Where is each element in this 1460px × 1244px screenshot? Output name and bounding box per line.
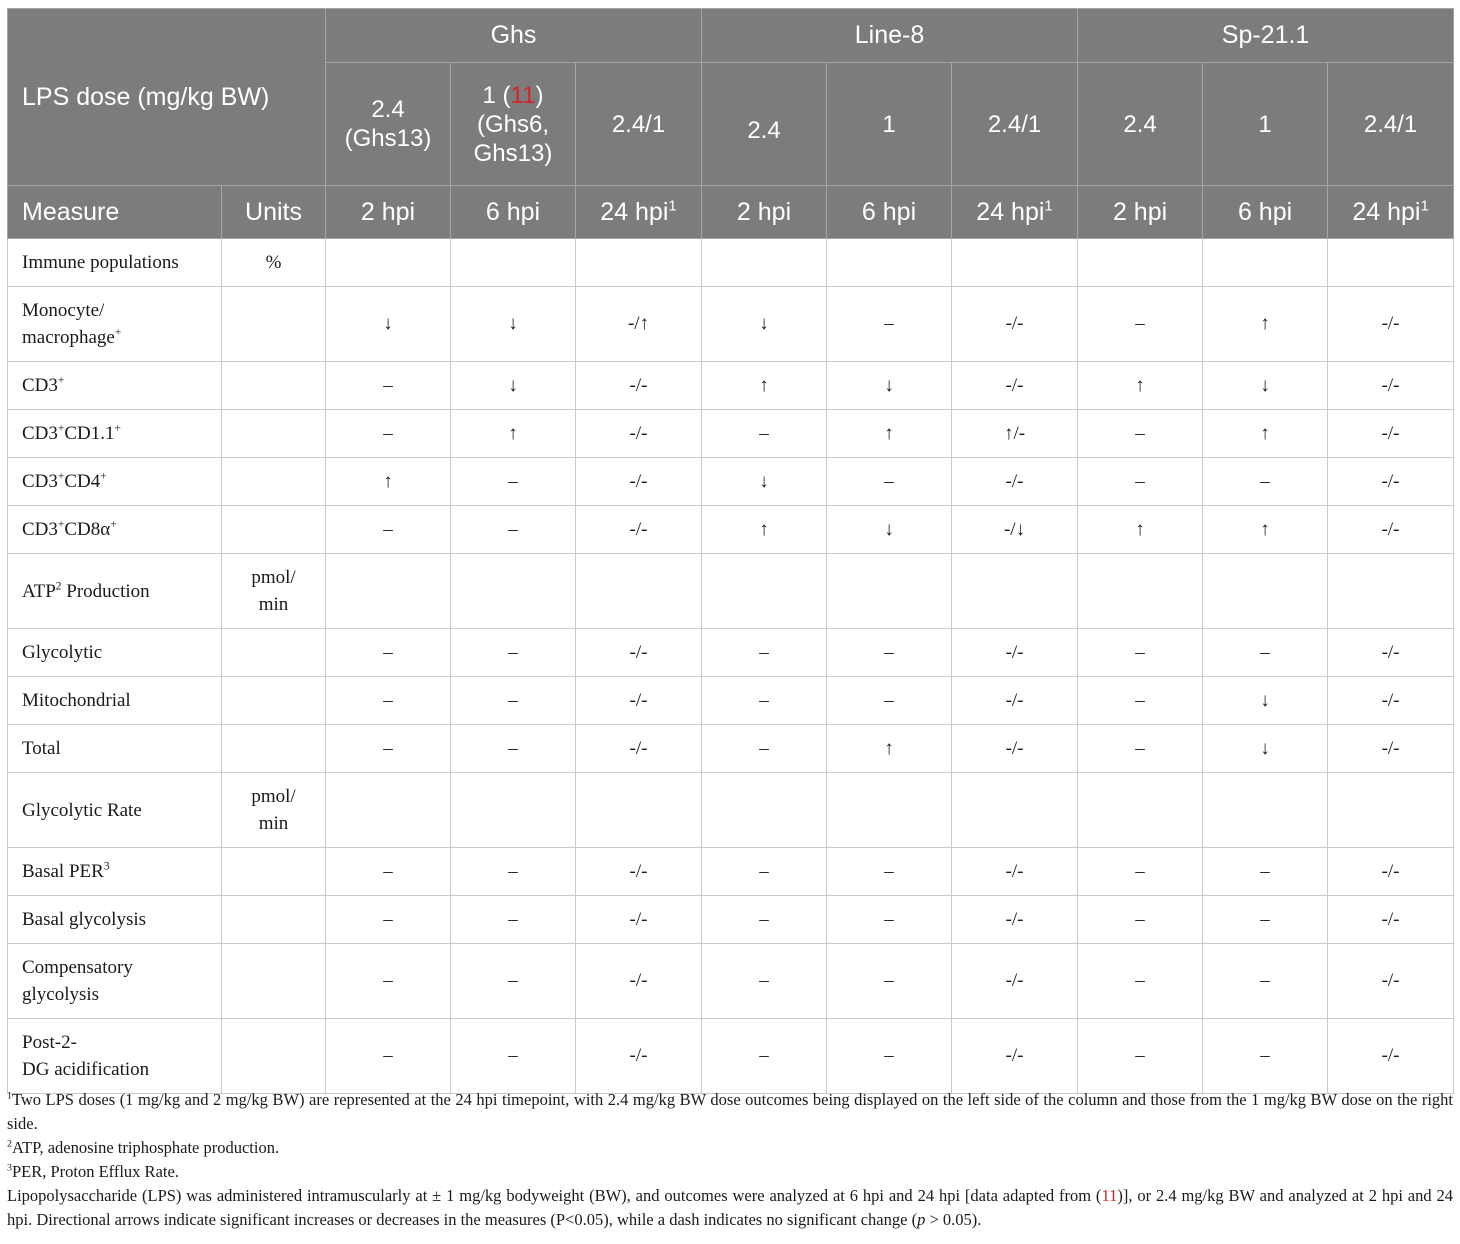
result-cell: –: [1078, 677, 1203, 725]
result-cell: ↓: [1203, 362, 1328, 410]
table-row: [8, 506, 1454, 554]
units-column-header: Units: [222, 186, 326, 239]
result-cell: ↓: [827, 506, 952, 554]
result-cell: –: [1203, 848, 1328, 896]
results-table: [7, 8, 1454, 1094]
table-caption-note: Lipopolysaccharide (LPS) was administered intramuscularly at ± 1 mg/kg bodyweight (BW), and outcomes were analyzed at 6 hpi and 24 hpi [data adapted from (11)], or 2.4 mg/kg BW and analyzed at 2 hpi and 24 hpi. Directional arrows indicate significant increases or decreases in the measures (P<0.05), while a dash indicates no significant change (p > 0.05).: [7, 1186, 1454, 1229]
measure-cell: CD3+CD4+: [8, 458, 222, 506]
result-cell: ↓: [702, 287, 827, 362]
dose-sp-2-4: 2.4: [1078, 63, 1203, 186]
measure-cell: Monocyte/ macrophage+: [8, 287, 222, 362]
result-cell: –: [451, 725, 576, 773]
table-row: [8, 362, 1454, 410]
result-cell: –: [702, 848, 827, 896]
result-cell: -/-: [576, 677, 702, 725]
result-cell: –: [1078, 725, 1203, 773]
result-cell: [451, 554, 576, 629]
dose-line8-2-4: 2.4: [702, 63, 827, 186]
table-header: [8, 9, 1454, 239]
result-cell: -/↓: [952, 506, 1078, 554]
units-cell: %: [222, 239, 326, 287]
result-cell: -/-: [952, 896, 1078, 944]
result-cell: [1203, 239, 1328, 287]
result-cell: –: [1203, 896, 1328, 944]
table-row: [8, 458, 1454, 506]
result-cell: -/-: [952, 848, 1078, 896]
result-cell: –: [1203, 458, 1328, 506]
result-cell: -/-: [952, 629, 1078, 677]
measure-cell: Basal PER$^3$: [8, 848, 222, 896]
result-cell: -/-: [1328, 458, 1454, 506]
result-cell: –: [326, 848, 451, 896]
result-cell: -/-: [1328, 848, 1454, 896]
table-body: [8, 239, 1454, 1094]
result-cell: [1078, 554, 1203, 629]
result-cell: ↓: [451, 287, 576, 362]
group-sp-21-1: Sp-21.1: [1078, 9, 1454, 63]
measure-cell: Total: [8, 725, 222, 773]
result-cell: -/-: [576, 458, 702, 506]
result-cell: [702, 554, 827, 629]
dose-line8-2-4-1: 2.4/1: [952, 63, 1078, 186]
units-cell: pmol/ min: [222, 554, 326, 629]
result-cell: -/-: [576, 848, 702, 896]
units-cell: [222, 1019, 326, 1094]
dose-ghs-1: 1 (11) (Ghs6, Ghs13): [451, 63, 576, 186]
result-cell: ↓: [827, 362, 952, 410]
result-cell: [1203, 773, 1328, 848]
result-cell: -/-: [1328, 944, 1454, 1019]
timepoint-header: 2 hpi: [702, 186, 827, 239]
citation-ref-11[interactable]: 11: [510, 81, 536, 109]
measure-cell: ATP$^2$ Production: [8, 554, 222, 629]
result-cell: -/-: [1328, 629, 1454, 677]
table-row: [8, 896, 1454, 944]
units-cell: [222, 896, 326, 944]
result-cell: ↑: [1078, 362, 1203, 410]
result-cell: -/↑: [576, 287, 702, 362]
timepoint-header: 2 hpi: [326, 186, 451, 239]
measure-cell: Glycolytic Rate: [8, 773, 222, 848]
result-cell: ↑: [1203, 410, 1328, 458]
footnote-2: $^2$ATP, adenosine triphosphate production.: [7, 1138, 280, 1157]
result-cell: –: [702, 410, 827, 458]
result-cell: -/-: [1328, 677, 1454, 725]
timepoint-header: 24 hpi$^1$: [952, 186, 1078, 239]
dose-ghs-2-4-1: 2.4/1: [576, 63, 702, 186]
result-cell: [576, 239, 702, 287]
units-cell: [222, 287, 326, 362]
result-cell: -/-: [576, 362, 702, 410]
result-cell: –: [326, 725, 451, 773]
result-cell: [451, 773, 576, 848]
result-cell: –: [451, 896, 576, 944]
measure-cell: CD3+: [8, 362, 222, 410]
result-cell: [451, 239, 576, 287]
result-cell: [827, 239, 952, 287]
timepoint-header: 6 hpi: [451, 186, 576, 239]
units-cell: [222, 629, 326, 677]
result-cell: ↑: [1203, 287, 1328, 362]
result-cell: ↑: [451, 410, 576, 458]
table-row: [8, 944, 1454, 1019]
result-cell: –: [702, 725, 827, 773]
result-cell: –: [1203, 1019, 1328, 1094]
result-cell: –: [451, 458, 576, 506]
result-cell: –: [1078, 287, 1203, 362]
timepoint-header: 2 hpi: [1078, 186, 1203, 239]
units-cell: [222, 506, 326, 554]
result-cell: [952, 239, 1078, 287]
result-cell: –: [451, 1019, 576, 1094]
result-cell: ↑/-: [952, 410, 1078, 458]
result-cell: –: [1078, 410, 1203, 458]
measure-cell: Glycolytic: [8, 629, 222, 677]
timepoint-header: 6 hpi: [827, 186, 952, 239]
result-cell: -/-: [576, 410, 702, 458]
result-cell: –: [1203, 629, 1328, 677]
dose-sp-1: 1: [1203, 63, 1328, 186]
units-cell: [222, 410, 326, 458]
result-cell: –: [326, 677, 451, 725]
footnote-3: $^3$PER, Proton Efflux Rate.: [7, 1162, 179, 1181]
result-cell: -/-: [576, 629, 702, 677]
result-cell: –: [827, 458, 952, 506]
result-cell: -/-: [952, 1019, 1078, 1094]
result-cell: -/-: [576, 725, 702, 773]
result-cell: ↑: [702, 362, 827, 410]
result-cell: ↑: [1078, 506, 1203, 554]
result-cell: –: [1078, 848, 1203, 896]
result-cell: ↑: [702, 506, 827, 554]
table-row: [8, 848, 1454, 896]
units-cell: [222, 848, 326, 896]
result-cell: ↓: [702, 458, 827, 506]
result-cell: -/-: [576, 1019, 702, 1094]
result-cell: –: [702, 896, 827, 944]
group-ghs: Ghs: [326, 9, 702, 63]
table-row: [8, 1019, 1454, 1094]
table-row: [8, 410, 1454, 458]
timepoint-header: 6 hpi: [1203, 186, 1328, 239]
results-table-container: [7, 8, 1453, 1094]
units-cell: [222, 944, 326, 1019]
result-cell: ↓: [1203, 725, 1328, 773]
result-cell: [326, 773, 451, 848]
result-cell: [326, 239, 451, 287]
measure-cell: Basal glycolysis: [8, 896, 222, 944]
result-cell: [326, 554, 451, 629]
table-row: [8, 239, 1454, 287]
table-row: [8, 725, 1454, 773]
result-cell: –: [827, 677, 952, 725]
result-cell: -/-: [952, 362, 1078, 410]
result-cell: [1328, 773, 1454, 848]
result-cell: -/-: [1328, 362, 1454, 410]
result-cell: ↑: [827, 725, 952, 773]
result-cell: [576, 773, 702, 848]
dose-line8-1: 1: [827, 63, 952, 186]
table-row: [8, 677, 1454, 725]
citation-ref-11[interactable]: 11: [1101, 1186, 1118, 1205]
result-cell: [702, 239, 827, 287]
result-cell: -/-: [1328, 410, 1454, 458]
result-cell: –: [827, 848, 952, 896]
table-row: [8, 629, 1454, 677]
result-cell: [1078, 773, 1203, 848]
result-cell: –: [1203, 944, 1328, 1019]
footnote-1: $^1$Two LPS doses (1 mg/kg and 2 mg/kg BW) are represented at the 24 hpi timepoint, with 2.4 mg/kg BW dose outcomes being displayed on the left side of the column and those from the 1 mg/kg BW dose on the right side.: [7, 1090, 1453, 1133]
units-cell: [222, 458, 326, 506]
result-cell: –: [451, 944, 576, 1019]
result-cell: [827, 554, 952, 629]
result-cell: [1203, 554, 1328, 629]
result-cell: -/-: [1328, 896, 1454, 944]
measure-cell: Mitochondrial: [8, 677, 222, 725]
result-cell: [702, 773, 827, 848]
dose-ghs-2-4: 2.4 (Ghs13): [326, 63, 451, 186]
result-cell: -/-: [952, 458, 1078, 506]
result-cell: –: [702, 677, 827, 725]
result-cell: -/-: [1328, 506, 1454, 554]
result-cell: –: [326, 362, 451, 410]
result-cell: ↑: [827, 410, 952, 458]
result-cell: -/-: [576, 944, 702, 1019]
result-cell: –: [827, 944, 952, 1019]
result-cell: [827, 773, 952, 848]
lps-dose-label: LPS dose (mg/kg BW): [8, 9, 326, 186]
result-cell: –: [326, 506, 451, 554]
measure-cell: Compensatory glycolysis: [8, 944, 222, 1019]
result-cell: –: [326, 1019, 451, 1094]
result-cell: –: [827, 896, 952, 944]
result-cell: –: [326, 629, 451, 677]
timepoint-header: 24 hpi$^1$: [576, 186, 702, 239]
result-cell: -/-: [952, 677, 1078, 725]
group-line-8: Line-8: [702, 9, 1078, 63]
table-row: [8, 287, 1454, 362]
result-cell: -/-: [576, 506, 702, 554]
result-cell: ↓: [1203, 677, 1328, 725]
result-cell: -/-: [576, 896, 702, 944]
table-row: [8, 554, 1454, 629]
timepoint-header: 24 hpi$^1$: [1328, 186, 1454, 239]
result-cell: -/-: [1328, 1019, 1454, 1094]
result-cell: ↑: [1203, 506, 1328, 554]
result-cell: [1078, 239, 1203, 287]
result-cell: –: [1078, 1019, 1203, 1094]
result-cell: [576, 554, 702, 629]
table-footnotes: [7, 1088, 1453, 1232]
result-cell: –: [326, 944, 451, 1019]
result-cell: ↓: [326, 287, 451, 362]
units-cell: [222, 677, 326, 725]
result-cell: –: [1078, 458, 1203, 506]
result-cell: –: [1078, 896, 1203, 944]
result-cell: –: [326, 410, 451, 458]
result-cell: -/-: [952, 287, 1078, 362]
result-cell: -/-: [1328, 287, 1454, 362]
measure-cell: Immune populations: [8, 239, 222, 287]
result-cell: [1328, 239, 1454, 287]
measure-column-header: Measure: [8, 186, 222, 239]
result-cell: -/-: [952, 944, 1078, 1019]
result-cell: –: [451, 629, 576, 677]
result-cell: -/-: [952, 725, 1078, 773]
result-cell: –: [702, 1019, 827, 1094]
result-cell: –: [1078, 629, 1203, 677]
result-cell: –: [451, 848, 576, 896]
result-cell: –: [451, 677, 576, 725]
result-cell: –: [827, 629, 952, 677]
result-cell: –: [827, 1019, 952, 1094]
result-cell: –: [702, 944, 827, 1019]
result-cell: ↑: [326, 458, 451, 506]
result-cell: –: [827, 287, 952, 362]
result-cell: ↓: [451, 362, 576, 410]
table-row: [8, 773, 1454, 848]
units-cell: [222, 362, 326, 410]
result-cell: –: [1078, 944, 1203, 1019]
result-cell: –: [326, 896, 451, 944]
result-cell: -/-: [1328, 725, 1454, 773]
units-cell: [222, 725, 326, 773]
result-cell: [1328, 554, 1454, 629]
result-cell: [952, 554, 1078, 629]
result-cell: –: [702, 629, 827, 677]
measure-cell: CD3+CD8α+: [8, 506, 222, 554]
result-cell: –: [451, 506, 576, 554]
units-cell: pmol/ min: [222, 773, 326, 848]
dose-sp-2-4-1: 2.4/1: [1328, 63, 1454, 186]
measure-cell: Post-2- DG acidification: [8, 1019, 222, 1094]
result-cell: [952, 773, 1078, 848]
measure-cell: CD3+CD1.1+: [8, 410, 222, 458]
